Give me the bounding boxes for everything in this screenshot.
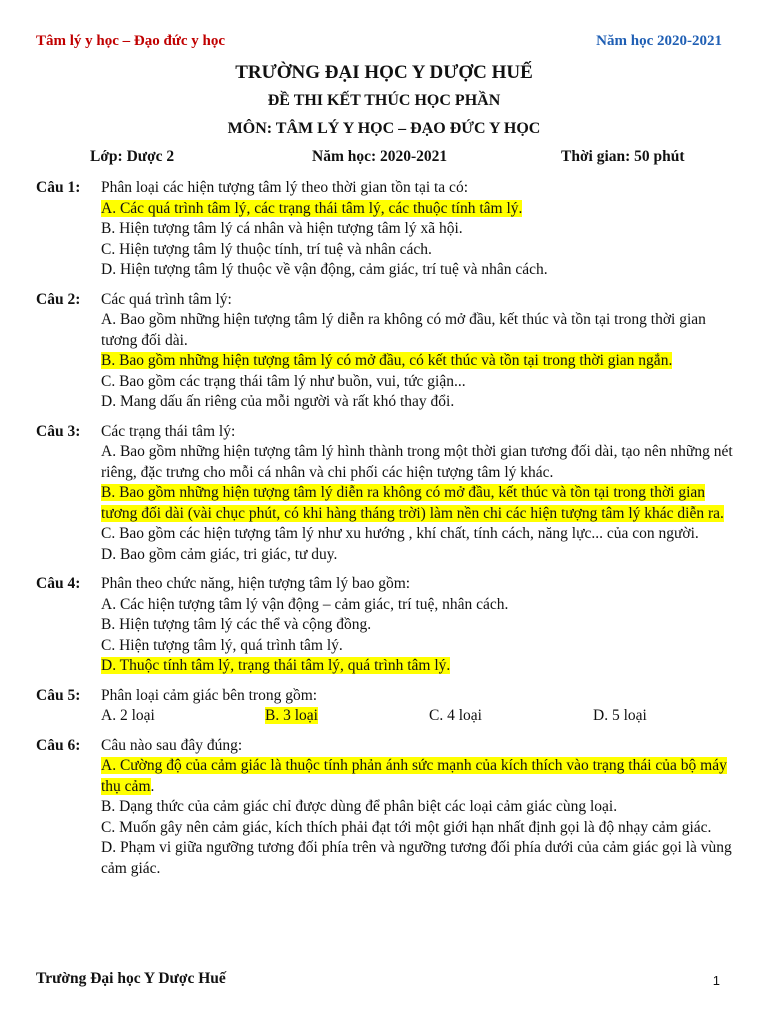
question-text: Phân loại cảm giác bên trong gồm: — [101, 686, 318, 704]
question-text: Các quá trình tâm lý: — [101, 290, 232, 308]
question-label: Câu 6: — [36, 736, 81, 754]
header-course-name: Tâm lý y học – Đạo đức y học — [36, 33, 226, 49]
question-text: Phân theo chức năng, hiện tượng tâm lý bao gồm: — [101, 575, 411, 592]
answer-option-highlighted: B. 3 loại — [265, 707, 318, 724]
footer-school-name: Trường Đại học Y Dược Huế — [36, 970, 226, 987]
answer-option: A. Bao gồm những hiện tượng tâm lý diễn ra không có mở đầu, kết thúc và tồn tại trong thời gian tương đối dài. — [101, 311, 706, 349]
answer-option: D. 5 loại — [593, 707, 647, 724]
question-label: Câu 5: — [36, 686, 81, 704]
question-text: Phân loại các hiện tượng tâm lý theo thời gian tồn tại ta có: — [101, 179, 468, 196]
answer-option: B. Dạng thức của cảm giác chỉ được dùng để phân biệt các loại cảm giác cùng loại. — [101, 798, 618, 815]
answer-option: A. Các hiện tượng tâm lý vận động – cảm giác, trí tuệ, nhân cách. — [101, 595, 509, 613]
question-5 — [36, 686, 736, 727]
question-4 — [36, 574, 736, 677]
question-3 — [36, 422, 736, 566]
answer-option-highlighted: B. Bao gồm những hiện tượng tâm lý có mở đầu, có kết thúc và tồn tại trong thời gian ngắn. — [101, 352, 673, 369]
answer-option: C. Bao gồm các trạng thái tâm lý như buồn, vui, tức giận... — [101, 372, 466, 390]
answer-option-highlighted: B. Bao gồm những hiện tượng tâm lý diễn ra không có mở đầu, kết thúc và tồn tại trong thời gian tương đối dài (vài chục phút, có khi hàng tháng trời) làm nền chi các hiện tượng tâm lý khác diễn ra. — [101, 484, 724, 522]
question-list — [36, 178, 736, 888]
subject-title: MÔN: TÂM LÝ Y HỌC – ĐẠO ĐỨC Y HỌC — [227, 120, 541, 137]
answer-option-highlighted: A. Các quá trình tâm lý, các trạng thái tâm lý, các thuộc tính tâm lý. — [101, 199, 523, 217]
question-label: Câu 2: — [36, 290, 81, 308]
class-info: Lớp: Dược 2 — [90, 148, 175, 165]
time-info: Thời gian: 50 phút — [561, 148, 685, 165]
page-number: 1 — [712, 973, 720, 988]
answer-option: C. Hiện tượng tâm lý, quá trình tâm lý. — [101, 636, 343, 654]
question-1 — [36, 178, 736, 281]
answer-option-highlighted: D. Thuộc tính tâm lý, trạng thái tâm lý, quá trình tâm lý. — [101, 657, 451, 674]
inline-options — [101, 706, 757, 727]
question-6 — [36, 736, 736, 880]
answer-option: C. Bao gồm các hiện tượng tâm lý như xu hướng , khí chất, tính cách, năng lực... của con người. — [101, 525, 699, 542]
header-school-year: Năm học 2020-2021 — [596, 33, 722, 49]
answer-option: C. Hiện tượng tâm lý thuộc tính, trí tuệ và nhân cách. — [101, 240, 432, 258]
answer-option: D. Mang dấu ấn riêng của mỗi người và rất khó thay đổi. — [101, 393, 455, 410]
answer-suffix: . — [150, 777, 155, 795]
exam-title: ĐỀ THI KẾT THÚC HỌC PHẦN — [267, 92, 501, 109]
question-label: Câu 1: — [36, 179, 81, 196]
school-title: TRƯỜNG ĐẠI HỌC Y DƯỢC HUẾ — [235, 62, 533, 83]
question-label: Câu 3: — [36, 422, 81, 440]
question-2 — [36, 290, 736, 413]
question-text: Câu nào sau đây đúng: — [101, 736, 243, 754]
answer-option: D. Bao gồm cảm giác, tri giác, tư duy. — [101, 545, 338, 563]
answer-option: B. Hiện tượng tâm lý cá nhân và hiện tượng tâm lý xã hội. — [101, 220, 463, 237]
question-text: Các trạng thái tâm lý: — [101, 422, 236, 440]
answer-option: D. Phạm vi giữa ngưỡng tương đối phía trên và ngưỡng tương đối phía dưới của cảm giác gọi là vùng cảm giác. — [101, 839, 732, 877]
answer-option-highlighted: A. Cường độ của cảm giác là thuộc tính phản ánh sức mạnh của kích thích vào trạng thái của bộ máy thụ cảm — [101, 757, 727, 795]
answer-option: D. Hiện tượng tâm lý thuộc về vận động, cảm giác, trí tuệ và nhân cách. — [101, 261, 548, 278]
answer-option: C. 4 loại — [429, 707, 482, 724]
answer-option: C. Muốn gây nên cảm giác, kích thích phải đạt tới một giới hạn nhất định gọi là độ nhạy cảm giác. — [101, 818, 712, 836]
answer-option: B. Hiện tượng tâm lý các thể và cộng đồng. — [101, 616, 372, 633]
answer-option: A. Bao gồm những hiện tượng tâm lý hình thành trong một thời gian tương đối dài, tạo nên những nét riêng, đặc trưng cho mỗi cá nhân và chi phối các hiện tượng tâm lý khác. — [101, 443, 733, 481]
question-label: Câu 4: — [36, 575, 81, 592]
answer-option: A. 2 loại — [101, 707, 155, 724]
year-info: Năm học: 2020-2021 — [312, 148, 448, 165]
